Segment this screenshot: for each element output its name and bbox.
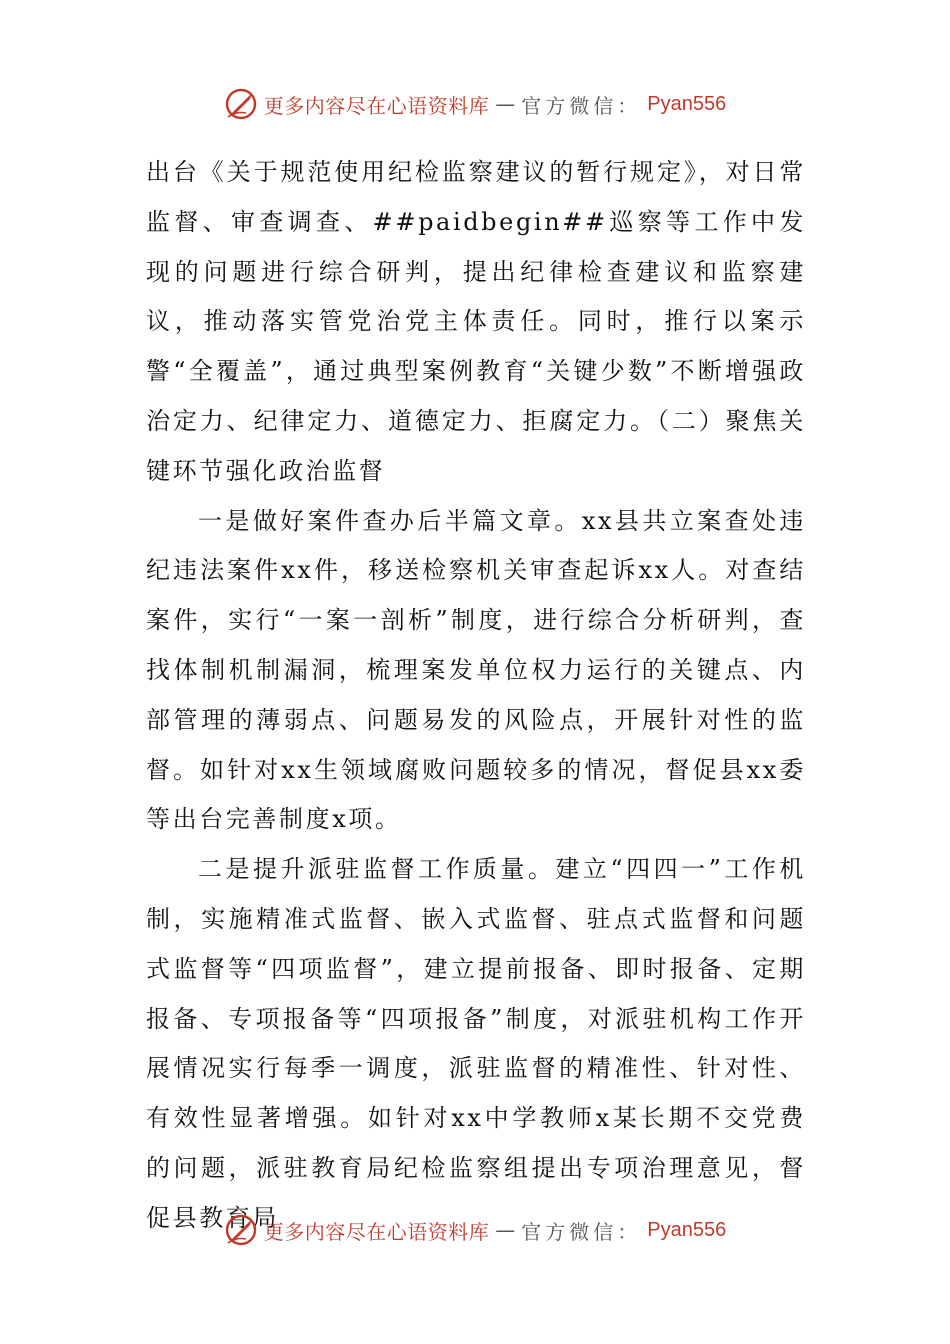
footer-watermark xyxy=(0,1210,950,1250)
header-watermark xyxy=(0,84,950,124)
watermark-wechat-label: 官方微信： xyxy=(521,1219,642,1244)
paragraph-1: 出台《关于规范使用纪检监察建议的暂行规定》，对日常监督、审查调查、##paidbegin##巡察等工作中发现的问题进行综合研判，提出纪律检查建议和监察建议，推动落实管党治党主体责任。同时，推行以案示警“全覆盖”，通过典型案例教育“关键少数”不断增强政治定力、纪律定力、道德定力、拒腐定力。（二）聚焦关键环节强化政治监督 xyxy=(146,158,806,485)
watermark-wechat-id: Pyan556 xyxy=(647,1218,727,1241)
watermark-dash: — xyxy=(495,1218,516,1242)
watermark-wechat-label: 官方微信： xyxy=(521,93,642,118)
pen-circle-logo-icon xyxy=(224,1213,258,1247)
watermark-text: 更多内容尽在心语资料库 xyxy=(263,93,490,118)
watermark-wechat-id: Pyan556 xyxy=(647,92,727,115)
paragraph-3: 二是提升派驻监督工作质量。建立“四四一”工作机制，实施精准式监督、嵌入式监督、驻点式监督和问题式监督等“四项监督”，建立提前报备、即时报备、定期报备、专项报备等“四项报备”制度，对派驻机构工作开展情况实行每季一调度，派驻监督的精准性、针对性、有效性显著增强。如针对xx中学教师x某长期不交党费的问题，派驻教育局纪检监察组提出专项治理意见，督促县教育局 xyxy=(146,855,806,1232)
document-body xyxy=(146,148,806,1244)
watermark-dash: — xyxy=(495,92,516,116)
paragraph-2: 一是做好案件查办后半篇文章。xx县共立案查处违纪违法案件xx件，移送检察机关审查起诉xx人。对查结案件，实行“一案一剖析”制度，进行综合分析研判，查找体制机制漏洞，梳理案发单位权力运行的关键点、内部管理的薄弱点、问题易发的风险点，开展针对性的监督。如针对xx生领域腐败问题较多的情况，督促县xx委等出台完善制度x项。 xyxy=(146,506,806,834)
pen-circle-logo-icon xyxy=(224,87,258,121)
watermark-text: 更多内容尽在心语资料库 xyxy=(263,1219,490,1244)
